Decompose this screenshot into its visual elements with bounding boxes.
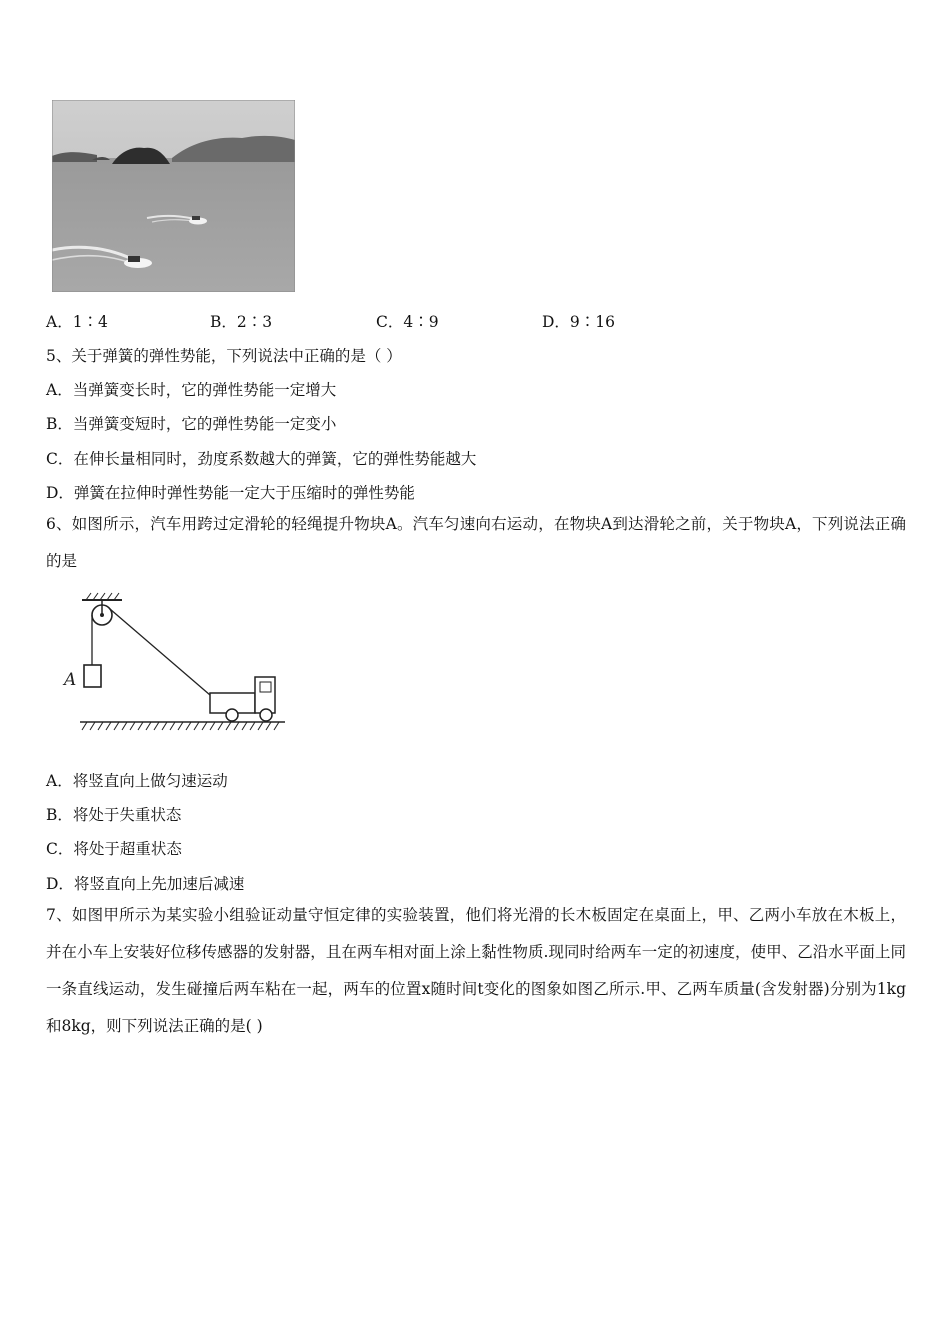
- q6-option-a: A．将竖直向上做匀速运动: [46, 772, 228, 790]
- lake-boats-photo: [52, 100, 295, 292]
- q4-options: [46, 310, 906, 332]
- q4-option-b: B．2∶3: [210, 313, 273, 331]
- q5-option-b: B．当弹簧变短时，它的弹性势能一定变小: [46, 415, 337, 433]
- block-a-label: A: [64, 670, 77, 690]
- q5-option-d: D．弹簧在拉伸时弹性势能一定大于压缩时的弹性势能: [46, 484, 415, 502]
- q6-option-b: B．将处于失重状态: [46, 806, 182, 824]
- pulley-truck-figure: [60, 585, 290, 735]
- q6-option-d: D．将竖直向上先加速后减速: [46, 875, 245, 893]
- q7-stem: 7、如图甲所示为某实验小组验证动量守恒定律的实验装置，他们将光滑的长木板固定在桌面上，甲、乙两小车放在木板上，并在小车上安装好位移传感器的发射器，且在两车相对面上涂上黏性物质.现同时给两车一定的初速度，使甲、乙沿水平面上同一条直线运动，发生碰撞后两车粘在一起，两车的位置x随时间t变化的图象如图乙所示.甲、乙两车质量(含发射器)分别为1kg和8kg，则下列说法正确的是( ): [46, 906, 906, 1035]
- q5-stem: 5、关于弹簧的弹性势能，下列说法中正确的是（ ）: [46, 347, 402, 365]
- q6-stem: 6、如图所示，汽车用跨过定滑轮的轻绳提升物块A。汽车匀速向右运动，在物块A到达滑轮之前，关于物块A，下列说法正确的是: [46, 515, 906, 570]
- q6-option-c: C．将处于超重状态: [46, 840, 182, 858]
- q5-option-c: C．在伸长量相同时，劲度系数越大的弹簧，它的弹性势能越大: [46, 450, 477, 468]
- q4-option-c: C．4∶9: [376, 313, 439, 331]
- q4-option-d: D．9∶16: [542, 313, 616, 331]
- q5-option-a: A．当弹簧变长时，它的弹性势能一定增大: [46, 381, 337, 399]
- q4-option-a: A．1∶4: [46, 313, 108, 331]
